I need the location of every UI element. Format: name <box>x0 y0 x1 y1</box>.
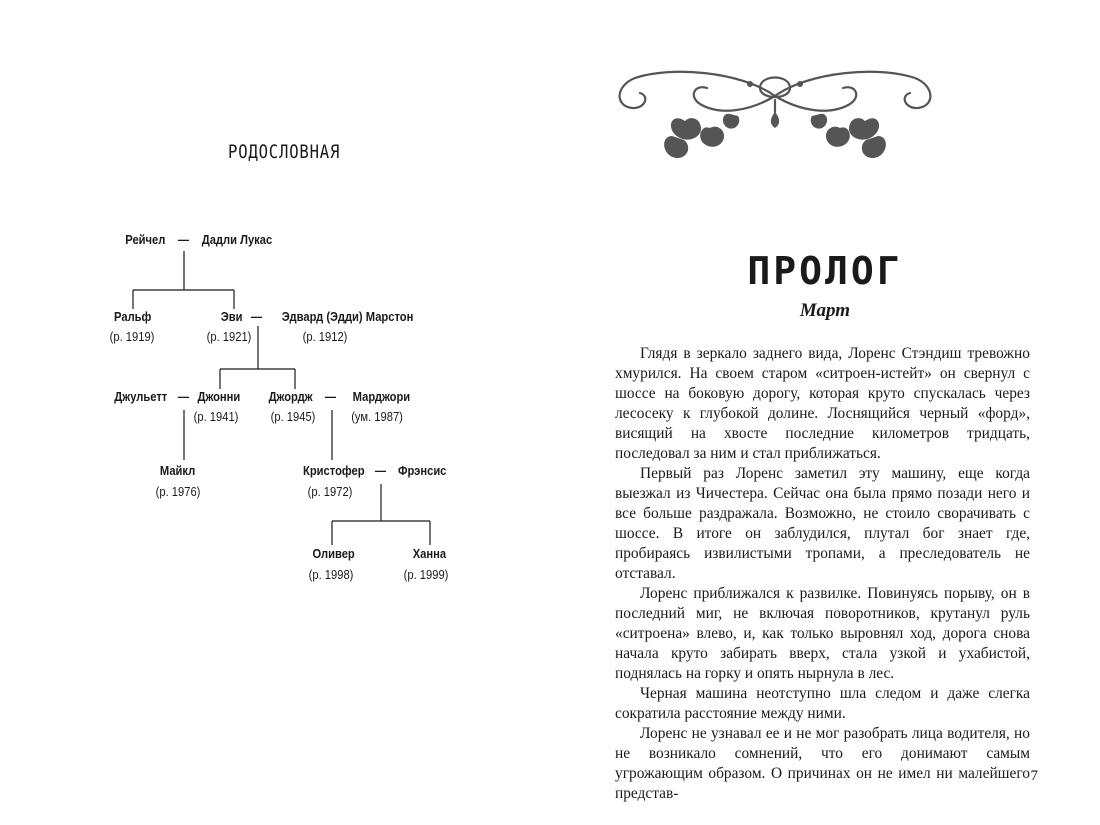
birth-year-hannah: (р. 1999) <box>403 567 449 582</box>
death-year-marjorie: (ум. 1987) <box>351 409 403 424</box>
person-george: Джордж <box>268 389 313 404</box>
page-number: 7 <box>1030 768 1038 784</box>
person-dudley: Дадли Лукас <box>201 232 273 247</box>
chapter-subtitle: Март <box>799 300 851 321</box>
person-frances: Фрэнсис <box>397 463 447 478</box>
birth-year-george: (р. 1945) <box>270 409 316 424</box>
person-ralph: Ральф <box>114 309 152 324</box>
right-page <box>550 0 1100 825</box>
decorative-flourish-icon <box>610 66 940 166</box>
paragraph: Лоренс приближался к развилке. Повинуясь порыву, он в последний миг, не включая поворотников, крутанул руль «ситроена» влево, и, как только выровнял ход, дорога снова начала круто забирать вверх, стала узкой и ухабистой, поднялась на горку и опять нырнула в лес. <box>615 585 1030 682</box>
person-edward: Эдвард (Эдди) Марстон <box>281 309 414 324</box>
marriage-dash: — <box>177 232 190 247</box>
paragraph: Лоренс не узнавал ее и не мог разобрать лица водителя, но не возникало сомнений, что его донимают самым угрожающим образом. О причинах он не имел ни малейшего представ- <box>615 725 1030 802</box>
birth-year-christopher: (р. 1972) <box>307 484 353 499</box>
person-rachel: Рейчел <box>125 232 166 247</box>
birth-year-oliver: (р. 1998) <box>308 567 354 582</box>
paragraph: Глядя в зеркало заднего вида, Лоренс Стэндиш тревожно хмурился. На своем старом «ситроен-истейт» он свернул с шоссе на боковую дорогу, которая круто спускалась через лесосеку к глубокой долине. Лоснящийся черный «форд», висящий на хвосте последние километров тридцать, последовал за ним и стал приближаться. <box>615 345 1030 462</box>
marriage-dash: — <box>177 389 190 404</box>
person-marjorie: Марджори <box>352 389 411 404</box>
person-juliet: Джульетт <box>114 389 168 404</box>
marriage-dash: — <box>374 463 387 478</box>
birth-year-edward: (р. 1912) <box>302 329 348 344</box>
genealogy-title: РОДОСЛОВНАЯ <box>228 141 341 163</box>
person-christopher: Кристофер <box>303 463 365 478</box>
birth-year-johnny: (р. 1941) <box>193 409 239 424</box>
chapter-body <box>615 344 1030 804</box>
paragraph: Черная машина неотступно шла следом и даже слегка сократила расстояние между ними. <box>615 685 1030 722</box>
paragraph: Первый раз Лоренс заметил эту машину, еще когда выезжал из Чичестера. Сейчас она была прямо позади него и все больше раздражала. Возможно, не стоило сворачивать с шоссе. В итоге он заблудился, плутал бог знает где, пробираясь извилистыми тропами, а преследователь не отставал. <box>615 465 1030 582</box>
birth-year-evie: (р. 1921) <box>206 329 252 344</box>
person-evie: Эви <box>220 309 243 324</box>
birth-year-ralph: (р. 1919) <box>109 329 155 344</box>
person-johnny: Джонни <box>197 389 241 404</box>
chapter-title: ПРОЛОГ <box>747 249 903 293</box>
marriage-dash: — <box>250 309 263 324</box>
person-hannah: Ханна <box>412 546 447 561</box>
person-oliver: Оливер <box>312 546 355 561</box>
marriage-dash: — <box>324 389 337 404</box>
birth-year-michael: (р. 1976) <box>155 484 201 499</box>
person-michael: Майкл <box>159 463 196 478</box>
